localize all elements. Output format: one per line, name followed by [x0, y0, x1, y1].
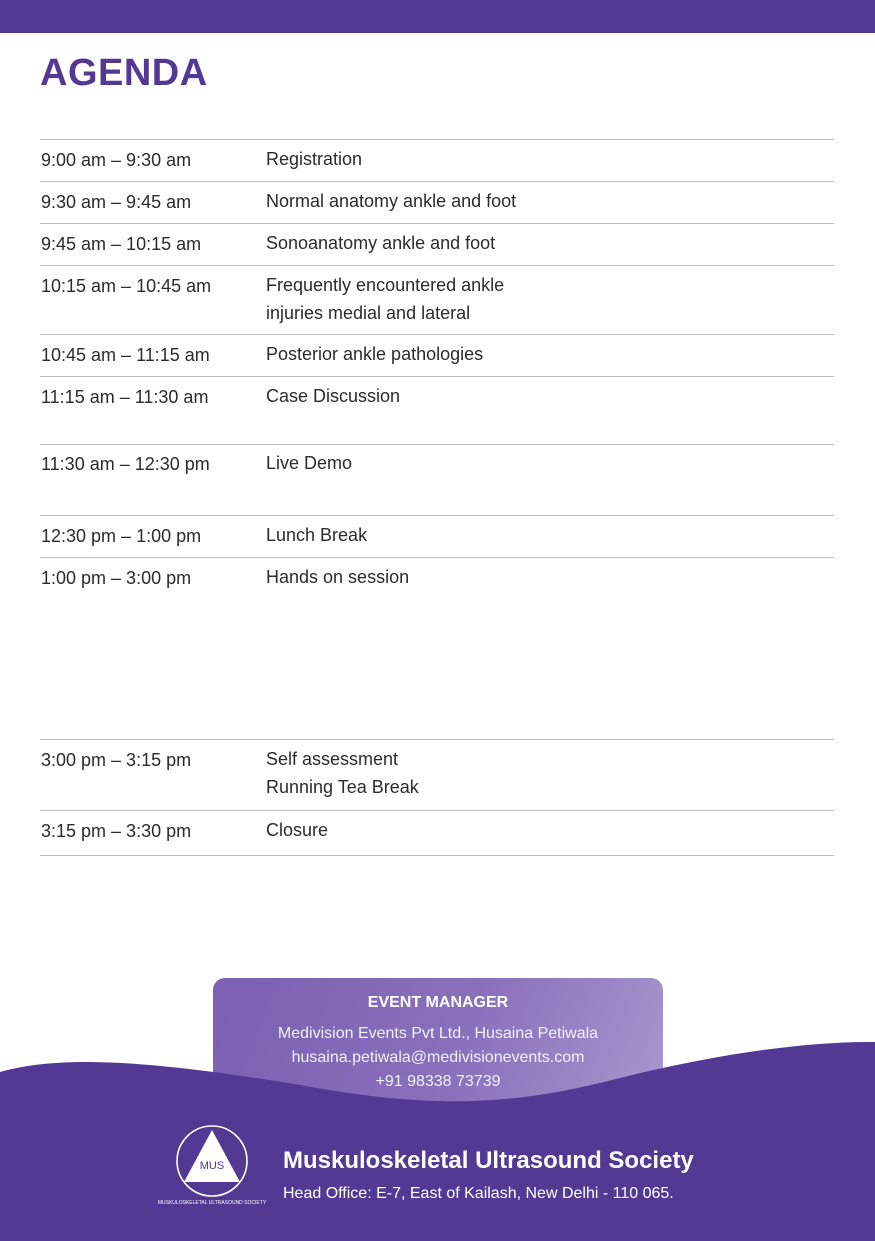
- agenda-session: [266, 145, 362, 173]
- session-line: Running Tea Break: [266, 777, 419, 797]
- footer-wave-band: [0, 1035, 875, 1241]
- agenda-session: [266, 521, 367, 549]
- agenda-time: 3:00 pm – 3:15 pm: [41, 750, 192, 770]
- agenda-row: [40, 558, 834, 740]
- agenda-row: [40, 140, 834, 182]
- agenda-row: [40, 445, 834, 516]
- agenda-row: [40, 516, 834, 558]
- session-line: injuries medial and lateral: [266, 303, 471, 323]
- agenda-session: [266, 271, 504, 327]
- event-manager-phone[interactable]: +91 98338 73739: [375, 1073, 501, 1090]
- agenda-time: 12:30 pm – 1:00 pm: [41, 526, 202, 546]
- agenda-session: [266, 229, 495, 257]
- agenda-time: 9:30 am – 9:45 am: [41, 192, 192, 212]
- organization-address: Head Office: E-7, East of Kailash, New Delhi - 110 065.: [283, 1185, 674, 1202]
- agenda-time: 10:45 am – 11:15 am: [41, 345, 210, 365]
- agenda-session: [266, 340, 483, 368]
- agenda-session: [266, 187, 516, 215]
- session-line: Normal anatomy ankle and foot: [266, 191, 517, 211]
- organization-name: Muskuloskeletal Ultrasound Society: [283, 1147, 694, 1174]
- agenda-time: 11:30 am – 12:30 pm: [41, 454, 210, 474]
- agenda-session: [266, 563, 409, 591]
- session-line: Hands on session: [266, 567, 410, 587]
- agenda-row: [40, 811, 834, 856]
- session-line: Case Discussion: [266, 386, 401, 406]
- session-line: Sonoanatomy ankle and foot: [266, 233, 496, 253]
- agenda-time: 9:45 am – 10:15 am: [41, 234, 202, 254]
- agenda-time: 10:15 am – 10:45 am: [41, 276, 212, 296]
- event-manager-email[interactable]: husaina.petiwala@medivisionevents.com: [291, 1049, 585, 1066]
- agenda-row: [40, 182, 834, 224]
- agenda-time: 1:00 pm – 3:00 pm: [41, 568, 192, 588]
- page-title: AGENDA: [40, 52, 208, 94]
- event-manager-company: Medivision Events Pvt Ltd., Husaina Petiwala: [277, 1025, 599, 1042]
- agenda-session: [266, 816, 328, 844]
- agenda-time: 3:15 pm – 3:30 pm: [41, 821, 192, 841]
- event-manager-heading: EVENT MANAGER: [367, 994, 509, 1011]
- session-line: Posterior ankle pathologies: [266, 344, 484, 364]
- session-line: Registration: [266, 149, 363, 169]
- agenda-session: [266, 745, 419, 801]
- agenda-time: 11:15 am – 11:30 am: [41, 387, 209, 407]
- session-line: Closure: [266, 820, 329, 840]
- session-line: Self assessment: [266, 749, 399, 769]
- logo-caption: MUSKULOSKELETAL ULTRASOUND SOCIETY: [157, 1200, 267, 1206]
- session-line: Frequently encountered ankle: [266, 275, 505, 295]
- agenda-row: [40, 740, 834, 811]
- mus-logo: [157, 1124, 267, 1210]
- agenda-table: [40, 139, 834, 856]
- agenda-row: [40, 224, 834, 266]
- agenda-row: [40, 335, 834, 377]
- logo-text: MUS: [199, 1160, 225, 1172]
- top-color-bar: [0, 0, 875, 33]
- agenda-session: [266, 382, 400, 410]
- session-line: Live Demo: [266, 453, 353, 473]
- agenda-time: 9:00 am – 9:30 am: [41, 150, 192, 170]
- session-line: Lunch Break: [266, 525, 368, 545]
- agenda-session: [266, 449, 352, 477]
- agenda-row: [40, 266, 834, 335]
- agenda-row: [40, 377, 834, 445]
